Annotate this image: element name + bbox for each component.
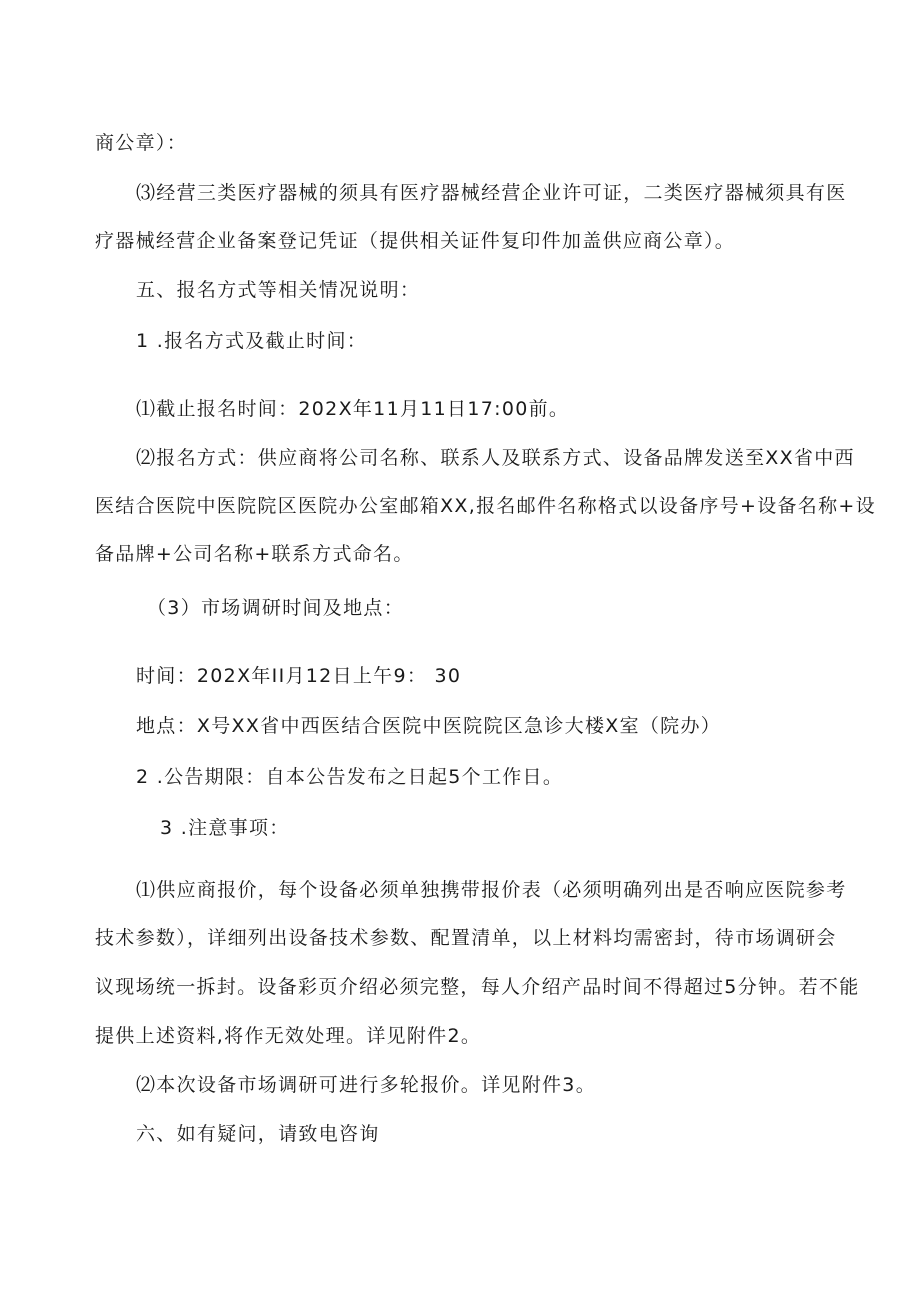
text-line: 技术参数），详细列出设备技术参数、配置清单，以上材料均需密封，待市场调研会 — [95, 927, 837, 949]
text-line: 商公章）： — [95, 132, 188, 154]
text-line: ⑴供应商报价，每个设备必须单独携带报价表（必须明确列出是否响应医院参考 — [136, 879, 847, 901]
text-line: ⑵报名方式：供应商将公司名称、联系人及联系方式、设备品牌发送至XX省中西 — [136, 447, 855, 469]
text-line: 议现场统一拆封。设备彩页介绍必须完整，每人介绍产品时间不得超过5分钟。若不能 — [95, 976, 860, 998]
text-line: ⑴截止报名时间：202X年11月11日17:00前。 — [136, 398, 570, 420]
text-line: 3 .注意事项： — [160, 817, 290, 839]
text-line: 2 .公告期限：自本公告发布之日起5个工作日。 — [136, 766, 564, 788]
text-line: ⑵本次设备市场调研可进行多轮报价。详见附件3。 — [136, 1074, 596, 1096]
section-heading: 六、如有疑问，请致电咨询 — [136, 1123, 380, 1145]
text-line: 时间：202X年II月12日上午9： 30 — [136, 665, 462, 687]
text-line: 提供上述资料,将作无效处理。详见附件2。 — [95, 1025, 482, 1047]
text-line: 1 .报名方式及截止时间： — [136, 330, 368, 352]
section-heading: 五、报名方式等相关情况说明： — [136, 279, 421, 301]
text-line: 医结合医院中医院院区医院办公室邮箱XX,报名邮件名称格式以设备序号+设备名称+设 — [95, 495, 876, 517]
text-line: 疗器械经营企业备案登记凭证（提供相关证件复印件加盖供应商公章）。 — [95, 230, 736, 252]
text-line: ⑶经营三类医疗器械的须具有医疗器械经营企业许可证，二类医疗器械须具有医 — [136, 182, 847, 204]
text-line: （3）市场调研时间及地点： — [147, 597, 404, 619]
text-line: 地点：X号XX省中西医结合医院中医院院区急诊大楼X室（院办） — [136, 715, 722, 737]
text-line: 备品牌+公司名称+联系方式命名。 — [95, 543, 414, 565]
